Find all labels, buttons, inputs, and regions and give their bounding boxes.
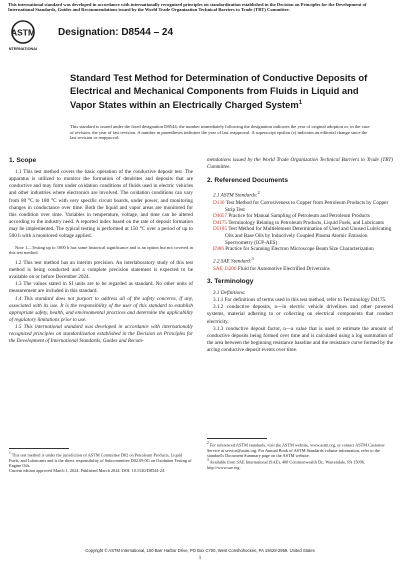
para-1-3: 1.3 The values stated in SI units are to be regarded as standard. No other units of measurement are included in this standard. [9,281,193,295]
reference-link[interactable]: SAE J3200 [213,265,237,272]
svg-text:ASTM: ASTM [10,27,36,38]
section-1-heading: 1. Scope [9,157,37,164]
footnote-1: $^1$ This test method is under the jurisdiction of ASTM Committee D02 on Petroleum Products, Liquid Fuels, and Lubricants and is the direct responsibility of Subcommittee D02.09.0G on Oxidation Testing of Engine Oils. [9,451,192,469]
reference-title: Fluid for Automotive Electrified Drivetrains [237,265,330,272]
page-number: 1 [198,556,202,561]
para-1-1: 1.1 This test method covers the basic operation of the conductive deposit test. The apparatus is utilized to monitor the formation of dendrites and deposits that are conductive and may form under oxidation conditions of fluids used in electric vehicles and other industries where electronics are involved. The oxidation conditions can vary from 80 °C to 180 °C with very specific circuit boards, under power, and monitoring changes in conductance over time. Both the liquid and vapor areas are monitored for this condition over time. Variables in temperature, voltage, and time can be altered according to the industry need. A reported index based on the rate of deposit formation may be implemented. The typical testing is performed at 150 °C over a period of up to 500 h with a monitored voltage applied. [9,169,193,240]
reference-title: Practice for Manual Sampling of Petroleum and Petroleum Products [228,213,370,220]
reference-item [207,266,393,273]
para-3-1-1: 3.1.1 For definitions of terms used in this test method, refer to Terminology D4175. [213,297,387,304]
footnote-3: $^3$ Available from SAE International (SAE), 400 Commonwealth Dr., Warrendale, PA 15096, http://www.sae.org. [207,458,365,471]
reference-link[interactable]: E986 [213,246,224,253]
para-1-5: 1.5 This international standard was developed in accordance with internationally recognized principles on standardization established in the Decision on Principles for the Development of International Standards, Guides and Recom- [9,324,193,345]
reference-link[interactable]: D4057 [213,213,228,220]
svg-text:INTERNATIONAL: INTERNATIONAL [9,47,37,51]
reference-title: Test Method for Multielement Determination of Used and Unused Lubricating Oils and Base Oils by Inductively Coupled Plasma Atomic Emission Spectrometry (ICP-AES) [225,226,392,246]
reference-title: Test Method for Corrosiveness to Copper from Petroleum Products by Copper Strip Test [225,200,389,213]
footnote-1-text: This test method is under the jurisdiction of ASTM Committee D02 on Petroleum Products, Liquid Fuels, and Lubricants and is the direct responsibility of Subcommittee D02.09.0G on Oxidation Testing of Engine Oils. [9,452,192,469]
reference-title: Terminology Relating to Petroleum Products, Liquid Fuels, and Lubricants [228,219,384,226]
para-1-2: 1.2 This test method has an interim precision. An interlaboratory study of this test method is being conducted and a complete precision statement is expected to be available on or before December 2024. [9,259,193,281]
designation: Designation: D8544 – 24 [58,27,174,38]
para-3-1-2: 3.1.2 conductive deposits, n—in electric vehicle drivelines and other powered systems, material adhering to or collecting on electrical components that conduct electricity. [207,304,393,325]
footnote-2-ref[interactable]: 2 [257,190,260,196]
footnote-3-text: Available from SAE International (SAE), 400 Commonwealth Dr., Warrendale, PA 15096, http://www.sae.org. [207,459,365,471]
footnote-divider-left [9,448,69,449]
footnote-2: $^2$ For referenced ASTM standards, visit the ASTM website, www.astm.org, or contact ASTM Customer Service at service@astm.org. For Annual Book of ASTM Standards volume information, refer to the standard's Document Summary page on the ASTM website. [207,441,385,459]
reference-link[interactable]: D5185 [213,226,228,233]
note-1: Note 1—Testing up to 1000 h has some historical significance and is an option but not covered in this test method. [9,244,193,256]
reference-item [207,200,393,213]
footnote-1-edition: Current edition approved March 1, 2024. Published March 2024. DOI: 10.1520/D8544-24 [9,468,165,474]
footnotes-right [207,441,393,470]
footnote-2-text: For referenced ASTM standards, visit the ASTM website, www.astm.org, or contact ASTM Customer Service at service@astm.org. For Annual Book of ASTM Standards volume information, refer to the standard's Document Summary page on the ASTM website. [207,442,385,459]
international-standard-notice: This international standard was developed in accordance with internationally recognized principles on standardization established in the Decision on Principles for the Development of International Standards, Guides and Recommendations issued by the World Trade Organization Technical Barriers to Trade (TBT) Committee. [8,2,367,13]
section-3-heading: 3. Terminology [207,278,254,286]
right-column [207,157,393,354]
reference-link[interactable]: D130 [213,200,225,207]
title-text: Standard Test Method for Determination of Conductive Deposits of Electrical and Mechanical Components from Fluids in Liquid and Vapor States within an Electrically Charged System [70,72,368,111]
reference-link[interactable]: D4175 [213,219,228,226]
sae-standard-heading [213,255,393,266]
sae-standard-label: 2.2 SAE Standard: [213,258,252,265]
sae-reference-list [207,266,393,273]
definitions-heading: 3.1 Definitions: [213,290,246,297]
astm-logo [9,20,37,52]
reference-item [207,226,393,246]
left-column [9,157,193,346]
reference-item [207,213,393,220]
footnotes-left [9,451,193,474]
section-2-heading: 2. Referenced Documents [207,177,288,185]
astm-standards-heading [213,189,393,200]
reference-item [207,246,393,253]
copyright-line: Copyright © ASTM International, 100 Barr Harbor Drive, PO Box C700, West Conshohocken, PA 19428-2959. United States [85,548,315,553]
para-1-4: 1.4 This standard does not purport to address all of the safety concerns, if any, associated with its use. It is the responsibility of the user of this standard to establish appropriate safety, health, and environmental practices and determine the applicability of regulatory limitations prior to use. [9,295,193,323]
astm-reference-list [207,200,393,253]
document-title [70,72,370,112]
reference-title: Practice for Scanning Electron Microscope Beam Size Characterization [225,246,374,253]
footnote-divider-right [207,438,267,439]
footnote-3-ref[interactable]: 3 [251,255,254,261]
issuance-statement: This standard is issued under the fixed designation D8544; the number immediately following the designation indicates the year of original adoption or, in the case of revision, the year of last revision. A number in parentheses indicates the year of last reapproval. A superscript epsilon (ε) indicates an editorial change since the last revision or reapproval. [70,124,370,141]
para-1-5-continued: mendations issued by the World Trade Organization Technical Barriers to Trade (TBT) Committee. [207,157,393,171]
astm-standards-label: 2.1 ASTM Standards: [213,193,258,200]
title-footnote-ref[interactable]: 1 [298,100,303,107]
para-3-1-3: 3.1.3 conductive deposit factor, n—a value that is used to estimate the amount of conductive deposits being formed over time and is calculated using a log summation of the area between the beginning resistance baseline and the resistance curve formed by the arcing conductive deposit events over time. [207,325,393,354]
astm-logo-icon [9,20,37,52]
